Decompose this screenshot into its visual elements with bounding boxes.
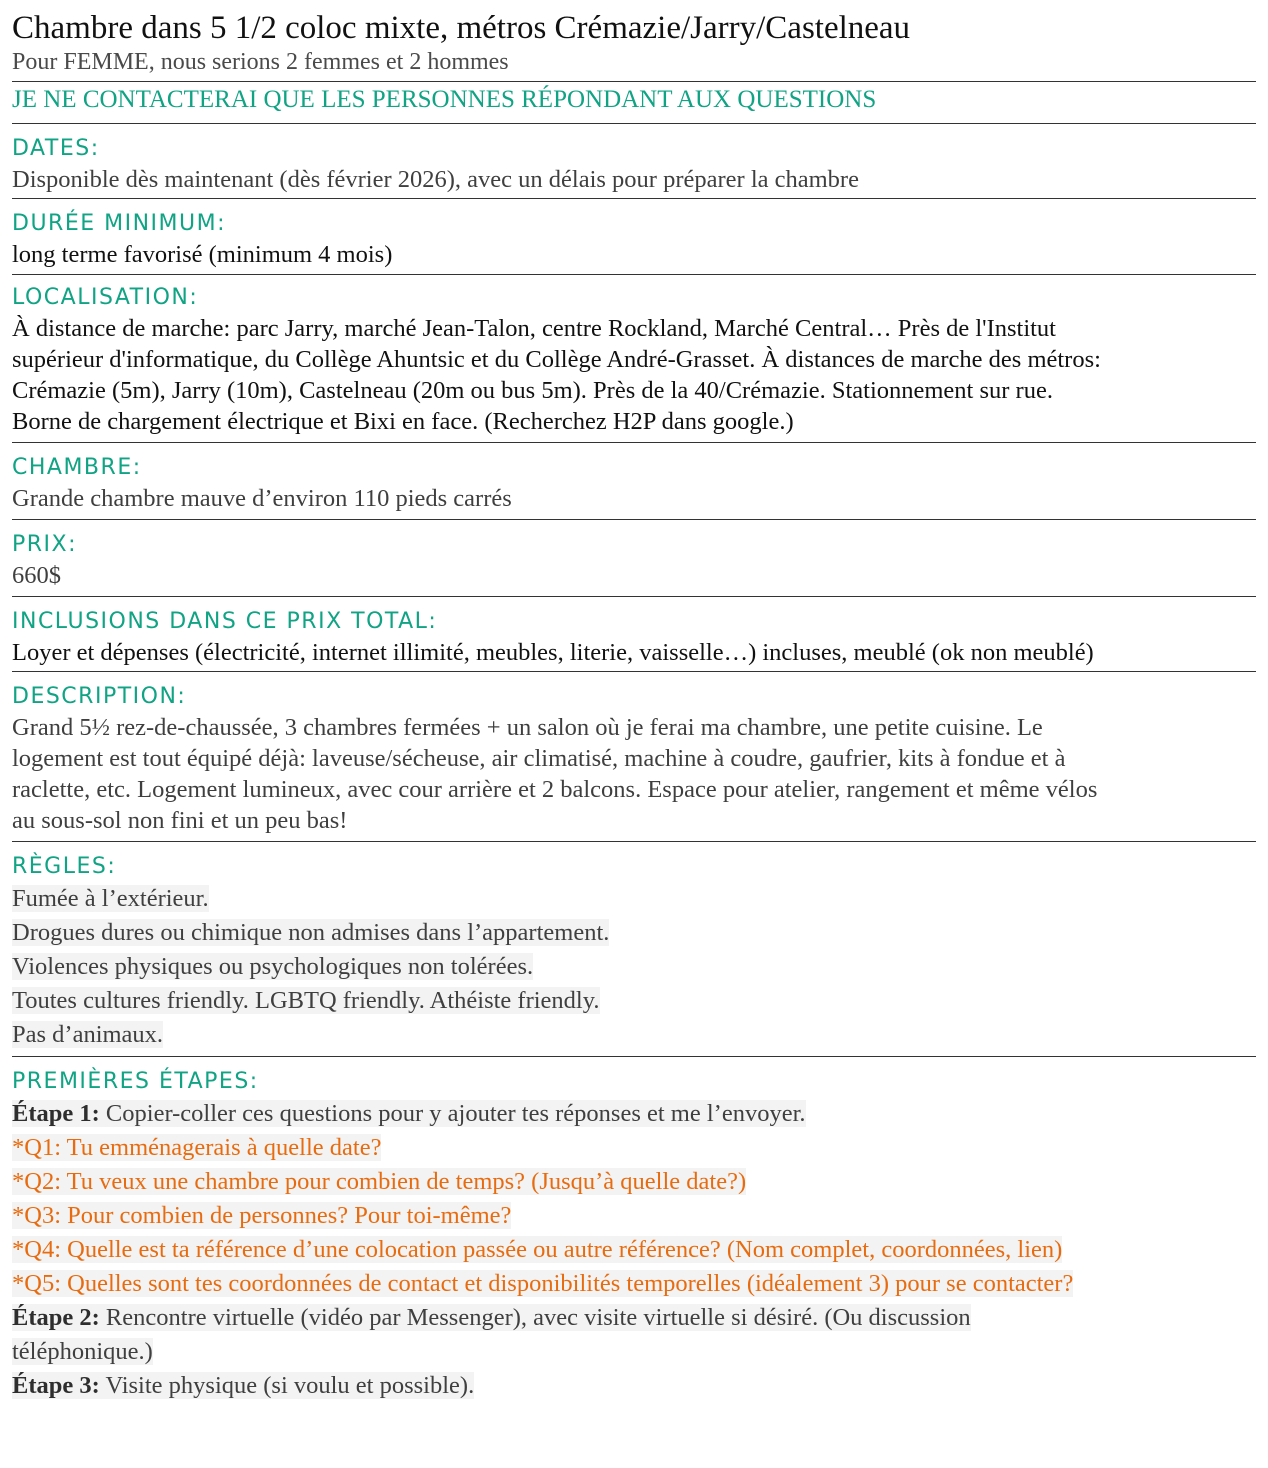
section-heading-localisation: LOCALISATION: [12, 285, 199, 310]
question-text: *Q4: Quelle est ta référence d’une colocation passée ou autre référence? (Nom complet, coordonnées, lien) [12, 1236, 1063, 1263]
listing-document [12, 8, 1256, 1403]
divider [12, 1056, 1256, 1057]
question-item [12, 1233, 1256, 1267]
rule-item [12, 950, 1256, 984]
question-item [12, 1165, 1256, 1199]
question-text: *Q2: Tu veux une chambre pour combien de temps? (Jusqu’à quelle date?) [12, 1168, 747, 1195]
question-text: *Q1: Tu emménagerais à quelle date? [12, 1134, 382, 1161]
description-line: raclette, etc. Logement lumineux, avec cour arrière et 2 balcons. Espace pour atelier, rangement et même vélos [12, 776, 1098, 803]
listing-subtitle: Pour FEMME, nous serions 2 femmes et 2 hommes [12, 49, 509, 75]
divider [12, 442, 1256, 443]
section-heading-etapes: PREMIÈRES ÉTAPES: [12, 1069, 259, 1094]
description-line: logement est tout équipé déjà: laveuse/sécheuse, air climatisé, machine à coudre, gaufrier, kits à fondue et à [12, 745, 1066, 772]
divider [12, 198, 1256, 199]
localisation-line: supérieur d'informatique, du Collège Ahuntsic et du Collège André-Grasset. À distances de marche des métros: [12, 346, 1101, 373]
etapes-list [12, 1097, 1256, 1403]
section-heading-description: DESCRIPTION: [12, 684, 187, 709]
inclusions-text: Loyer et dépenses (électricité, internet illimité, meubles, literie, vaisselle…) incluses, meublé (ok non meublé) [12, 639, 1094, 666]
duree-text: long terme favorisé (minimum 4 mois) [12, 241, 393, 268]
divider [12, 596, 1256, 597]
localisation-line: Crémazie (5m), Jarry (10m), Castelneau (20m ou bus 5m). Près de la 40/Crémazie. Stationnement sur rue. [12, 377, 1053, 404]
divider [12, 841, 1256, 842]
rule-item [12, 882, 1256, 916]
question-item [12, 1267, 1256, 1301]
rule-item [12, 916, 1256, 950]
chambre-text: Grande chambre mauve d’environ 110 pieds carrés [12, 485, 512, 512]
step-label: Étape 2: [12, 1304, 100, 1331]
description-text [12, 712, 1256, 836]
step-label: Étape 3: [12, 1372, 100, 1399]
question-item [12, 1131, 1256, 1165]
section-heading-inclusions: INCLUSIONS DANS CE PRIX TOTAL: [12, 609, 438, 634]
question-text: *Q3: Pour combien de personnes? Pour toi-même? [12, 1202, 512, 1229]
step-text: Copier-coller ces questions pour y ajouter tes réponses et me l’envoyer. [99, 1100, 806, 1127]
step-3 [12, 1369, 1256, 1403]
prix-text: 660$ [12, 562, 61, 589]
localisation-text [12, 313, 1256, 437]
divider [12, 81, 1256, 82]
contact-notice: JE NE CONTACTERAI QUE LES PERSONNES RÉPONDANT AUX QUESTIONS [12, 86, 877, 113]
description-line: Grand 5½ rez-de-chaussée, 3 chambres fermées + un salon où je ferai ma chambre, une petite cuisine. Le [12, 714, 1043, 741]
section-heading-prix: PRIX: [12, 532, 78, 557]
section-heading-duree: DURÉE MINIMUM: [12, 211, 227, 236]
question-text: *Q5: Quelles sont tes coordonnées de contact et disponibilités temporelles (idéalement 3) pour se contacter? [12, 1270, 1074, 1297]
divider [12, 671, 1256, 672]
divider [12, 123, 1256, 124]
question-item [12, 1199, 1256, 1233]
listing-title: Chambre dans 5 1/2 coloc mixte, métros Crémazie/Jarry/Castelneau [12, 10, 911, 46]
divider [12, 519, 1256, 520]
step-2 [12, 1301, 1256, 1335]
description-line: au sous-sol non fini et un peu bas! [12, 807, 348, 834]
step-2-continued [12, 1335, 1256, 1369]
regles-list [12, 882, 1256, 1052]
section-heading-chambre: CHAMBRE: [12, 455, 142, 480]
rule-item [12, 984, 1256, 1018]
section-heading-dates: DATES: [12, 136, 100, 161]
section-heading-regles: RÈGLES: [12, 854, 117, 879]
localisation-line: Borne de chargement électrique et Bixi en face. (Recherchez H2P dans google.) [12, 408, 794, 435]
rule-text: Fumée à l’extérieur. [12, 885, 209, 912]
rule-item [12, 1018, 1256, 1052]
step-label: Étape 1: [12, 1100, 100, 1127]
step-text: téléphonique.) [12, 1338, 153, 1365]
rule-text: Pas d’animaux. [12, 1021, 164, 1048]
dates-text: Disponible dès maintenant (dès février 2026), avec un délais pour préparer la chambre [12, 166, 859, 193]
localisation-line: À distance de marche: parc Jarry, marché Jean-Talon, centre Rockland, Marché Central… Près de l'Institut [12, 315, 1056, 342]
step-text: Visite physique (si voulu et possible). [99, 1372, 475, 1399]
divider [12, 274, 1256, 275]
rule-text: Drogues dures ou chimique non admises dans l’appartement. [12, 919, 610, 946]
rule-text: Violences physiques ou psychologiques non tolérées. [12, 953, 534, 980]
step-1 [12, 1097, 1256, 1131]
step-text: Rencontre virtuelle (vidéo par Messenger), avec visite virtuelle si désiré. (Ou discussion [99, 1304, 971, 1331]
rule-text: Toutes cultures friendly. LGBTQ friendly. Athéiste friendly. [12, 987, 600, 1014]
